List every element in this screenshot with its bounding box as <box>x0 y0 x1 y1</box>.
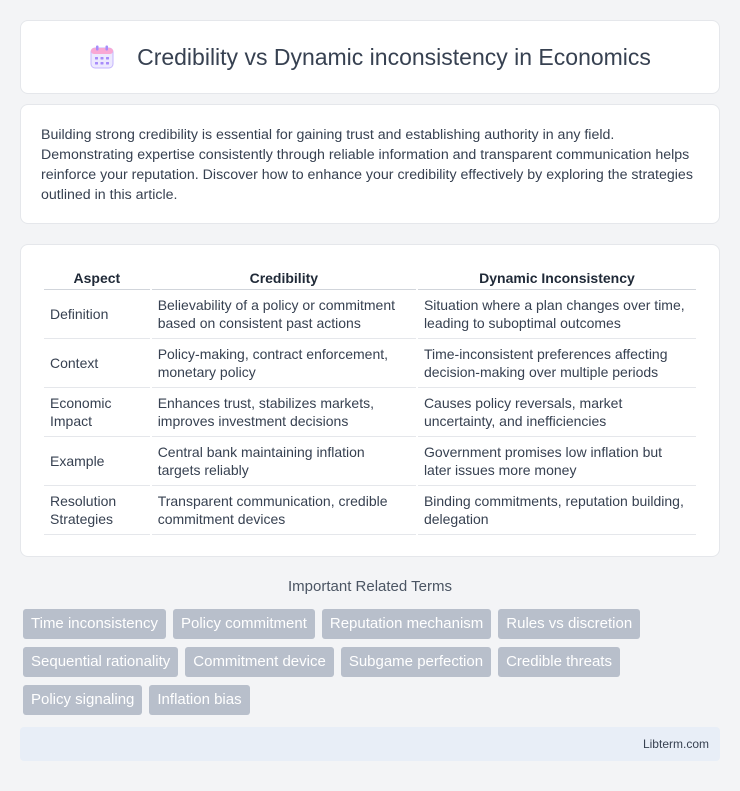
related-term-tag[interactable]: Subgame perfection <box>341 647 491 677</box>
related-term-tag[interactable]: Reputation mechanism <box>322 609 491 639</box>
related-terms-title: Important Related Terms <box>288 578 452 595</box>
related-term-tag[interactable]: Rules vs discretion <box>498 609 640 639</box>
table-row <box>44 486 696 535</box>
related-terms-list <box>23 609 713 715</box>
related-term-tag[interactable]: Policy commitment <box>173 609 315 639</box>
related-term-tag[interactable]: Time inconsistency <box>23 609 166 639</box>
table-row <box>44 290 696 339</box>
intro-card <box>20 104 720 224</box>
calendar-icon <box>89 44 115 70</box>
comparison-table <box>42 265 698 535</box>
table-cell: Causes policy reversals, market uncertainty, and inefficiencies <box>418 388 696 437</box>
table-cell: Economic Impact <box>44 388 150 437</box>
footer-site-link[interactable]: Libterm.com <box>642 737 709 751</box>
table-row <box>44 437 696 486</box>
related-term-tag[interactable]: Commitment device <box>185 647 334 677</box>
page-title: Credibility vs Dynamic inconsistency in Economics <box>137 43 651 70</box>
table-row <box>44 339 696 388</box>
table-cell: Context <box>44 339 150 388</box>
header-aspect: Aspect <box>44 265 150 290</box>
table-cell: Example <box>44 437 150 486</box>
related-term-tag[interactable]: Sequential rationality <box>23 647 178 677</box>
related-term-tag[interactable]: Policy signaling <box>23 685 142 715</box>
footer <box>20 727 720 761</box>
comparison-table-card <box>20 244 720 557</box>
table-cell: Believability of a policy or commitment based on consistent past actions <box>152 290 416 339</box>
table-cell: Definition <box>44 290 150 339</box>
header-credibility: Credibility <box>152 265 416 290</box>
table-cell: Central bank maintaining inflation targets reliably <box>152 437 416 486</box>
table-cell: Policy-making, contract enforcement, monetary policy <box>152 339 416 388</box>
related-term-tag[interactable]: Credible threats <box>498 647 620 677</box>
table-cell: Government promises low inflation but later issues more money <box>418 437 696 486</box>
table-cell: Transparent communication, credible commitment devices <box>152 486 416 535</box>
table-cell: Enhances trust, stabilizes markets, improves investment decisions <box>152 388 416 437</box>
table-cell: Time-inconsistent preferences affecting decision-making over multiple periods <box>418 339 696 388</box>
intro-text: Building strong credibility is essential for gaining trust and establishing authority in any field. Demonstrating expertise consistently through reliable information and transparent communication helps reinforce your reputation. Discover how to enhance your credibility effectively by exploring the strategies outlined in this article. <box>41 127 693 203</box>
table-cell: Binding commitments, reputation building, delegation <box>418 486 696 535</box>
table-cell: Situation where a plan changes over time, leading to suboptimal outcomes <box>418 290 696 339</box>
table-row <box>44 388 696 437</box>
title-card <box>20 20 720 94</box>
header-dynamic-inconsistency: Dynamic Inconsistency <box>418 265 696 290</box>
table-cell: Resolution Strategies <box>44 486 150 535</box>
table-header-row <box>44 265 696 290</box>
related-term-tag[interactable]: Inflation bias <box>149 685 249 715</box>
